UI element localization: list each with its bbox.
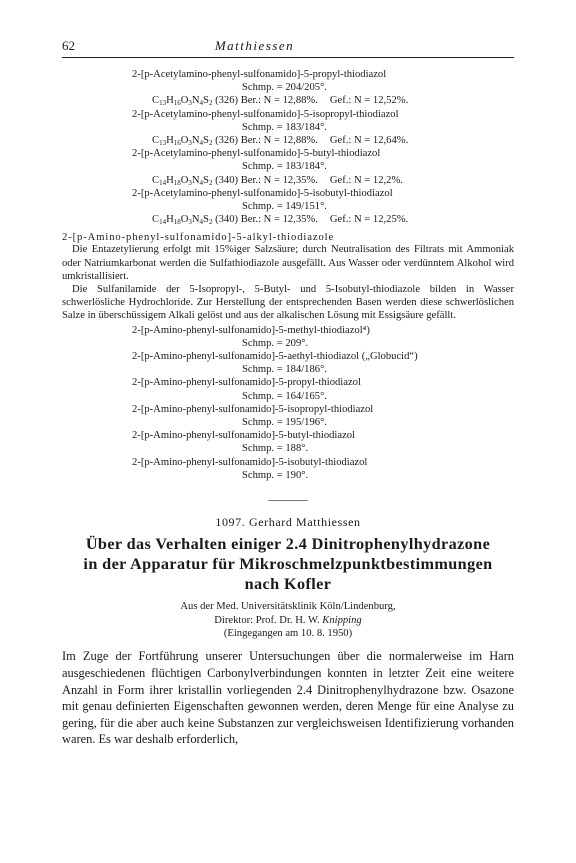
melting-point: Schmp. = 204/205°. [242, 82, 327, 94]
melting-point: Schmp. = 183/184°. [242, 161, 327, 173]
director-name: Knipping [322, 614, 362, 626]
melting-point: Schmp. = 184/186°. [242, 364, 327, 376]
melting-point: Schmp. = 183/184°. [242, 121, 327, 133]
molecular-formula: $C_{14}H_{18}O_3N_4S_2$ [152, 174, 213, 187]
page-number: 62 [62, 38, 75, 53]
melting-point: Schmp. = 195/196°. [242, 417, 327, 429]
title-line: nach Kofler [244, 575, 332, 594]
melting-point: Schmp. = 190°. [242, 469, 309, 481]
title-line: in der Apparatur für Mikroschmelzpunktbestimmungen [83, 555, 493, 574]
found-value: Gef.: N = 12,52%. [329, 95, 409, 107]
elemental-analysis [132, 94, 514, 107]
found-value: Gef.: N = 12,2%. [329, 174, 403, 186]
compound-entry [132, 187, 514, 227]
compound-entry [132, 350, 514, 376]
compound-name: 2-[p-Amino-phenyl-sulfonamido]-5-isobutyl-thiodiazol [132, 456, 368, 468]
section-separator [268, 500, 308, 501]
compound-entry [132, 456, 514, 482]
compound-name: 2-[p-Acetylamino-phenyl-sulfonamido]-5-propyl-thiodiazol [132, 69, 387, 80]
calculated-value: (340) Ber.: N = 12,35%. [215, 174, 318, 186]
compound-name: 2-[p-Amino-phenyl-sulfonamido]-5-butyl-thiodiazol [132, 430, 356, 442]
article-body-text: Im Zuge der Fortführung unserer Untersuchungen über die normalerweise im Harn ausgeschiedenen flüchtigen Carbonylverbindungen konnten in letzter Zeit eine weitere Anzahl in Form ihrer kristallin vorliegenden 2.4 Dinitrophenylhydrazone bzw. Osazone mit genau definierten Eigenschaften gewonnen werden, deren Menge für eine Analyse zu gering, für die aber auch keine Substanzen zur vergleichsweisen Identifizierung vorhanden waren. Es war deshalb erforderlich, [62, 649, 514, 747]
compound-name: 2-[p-Amino-phenyl-sulfonamido]-5-aethyl-thiodiazol („Globucid“) [132, 351, 418, 363]
received-date: (Eingegangen am 10. 8. 1950) [223, 627, 353, 639]
melting-point: Schmp. = 209°. [242, 337, 309, 349]
calculated-value: (326) Ber.: N = 12,88%. [215, 95, 318, 107]
molecular-formula: $C_{14}H_{18}O_3N_4S_2$ [152, 214, 213, 227]
compound-entry [132, 324, 514, 350]
paragraph: Die Sulfanilamide der 5-Isopropyl-, 5-Butyl- und 5-Isobutyl-thiodiazole bilden in Wasser schwerlösliche Hydrochloride. Zur Herstellung der entsprechenden Basen werden diese schwerlöslichen Salze in überschüssigem Alkali gelöst und aus der alkalischen Lösung mit Essigsäure gefällt. [62, 284, 514, 322]
affiliation: Aus der Med. Universitätsklinik Köln/Lindenburg, [180, 601, 396, 613]
compound-name: 2-[p-Acetylamino-phenyl-sulfonamido]-5-isobutyl-thiodiazol [132, 187, 393, 199]
article-number-author: 1097. Gerhard Matthiessen [215, 515, 361, 530]
calculated-value: (340) Ber.: N = 12,35%. [215, 214, 318, 226]
paragraph: Die Entazetylierung erfolgt mit 15%iger Salzsäure; durch Neutralisation des Filtrats mit Ammoniak oder Natriumkarbonat werden die Sulfathiodiazole ausgefällt. Aus Wasser oder verdünntem Alkohol wird umkristallisiert. [62, 244, 514, 282]
acetyl-compound-list [62, 68, 514, 226]
molecular-formula: $C_{13}H_{16}O_3N_4S_2$ [152, 95, 213, 108]
compound-name: 2-[p-Acetylamino-phenyl-sulfonamido]-5-butyl-thiodiazol [132, 148, 381, 160]
document-page [62, 38, 514, 748]
melting-point: Schmp. = 188°. [242, 443, 309, 455]
found-value: Gef.: N = 12,25%. [329, 214, 409, 226]
compound-entry [132, 403, 514, 429]
director-line [62, 614, 514, 627]
elemental-analysis [132, 174, 514, 187]
compound-name: 2-[p-Amino-phenyl-sulfonamido]-5-propyl-thiodiazol [132, 377, 361, 389]
running-header [62, 38, 514, 58]
elemental-analysis [132, 213, 514, 226]
compound-entry [132, 429, 514, 455]
compound-entry [132, 108, 514, 148]
elemental-analysis [132, 134, 514, 147]
found-value: Gef.: N = 12,64%. [329, 135, 409, 147]
amino-compound-list [62, 324, 514, 482]
title-line: Über das Verhalten einiger 2.4 Dinitrophenylhydrazone [85, 535, 491, 554]
compound-entry [132, 68, 514, 108]
running-title: Matthiessen [214, 38, 295, 53]
compound-entry [132, 376, 514, 402]
section-heading: 2-[p-Amino-phenyl-sulfonamido]-5-alkyl-thiodiazole [62, 232, 335, 244]
compound-name: 2-[p-Acetylamino-phenyl-sulfonamido]-5-isopropyl-thiodiazol [132, 108, 399, 120]
calculated-value: (326) Ber.: N = 12,88%. [215, 135, 318, 147]
compound-entry [132, 147, 514, 187]
melting-point: Schmp. = 164/165°. [242, 390, 327, 402]
compound-name: 2-[p-Amino-phenyl-sulfonamido]-5-isopropyl-thiodiazol [132, 403, 374, 415]
melting-point: Schmp. = 149/151°. [242, 201, 327, 213]
molecular-formula: $C_{13}H_{16}O_3N_4S_2$ [152, 135, 213, 148]
director-prefix: Direktor: Prof. Dr. H. W. [214, 614, 320, 626]
article-title [62, 534, 514, 594]
affiliation-block [62, 600, 514, 640]
compound-name: 2-[p-Amino-phenyl-sulfonamido]-5-methyl-thiodiazol⁴) [132, 324, 370, 336]
